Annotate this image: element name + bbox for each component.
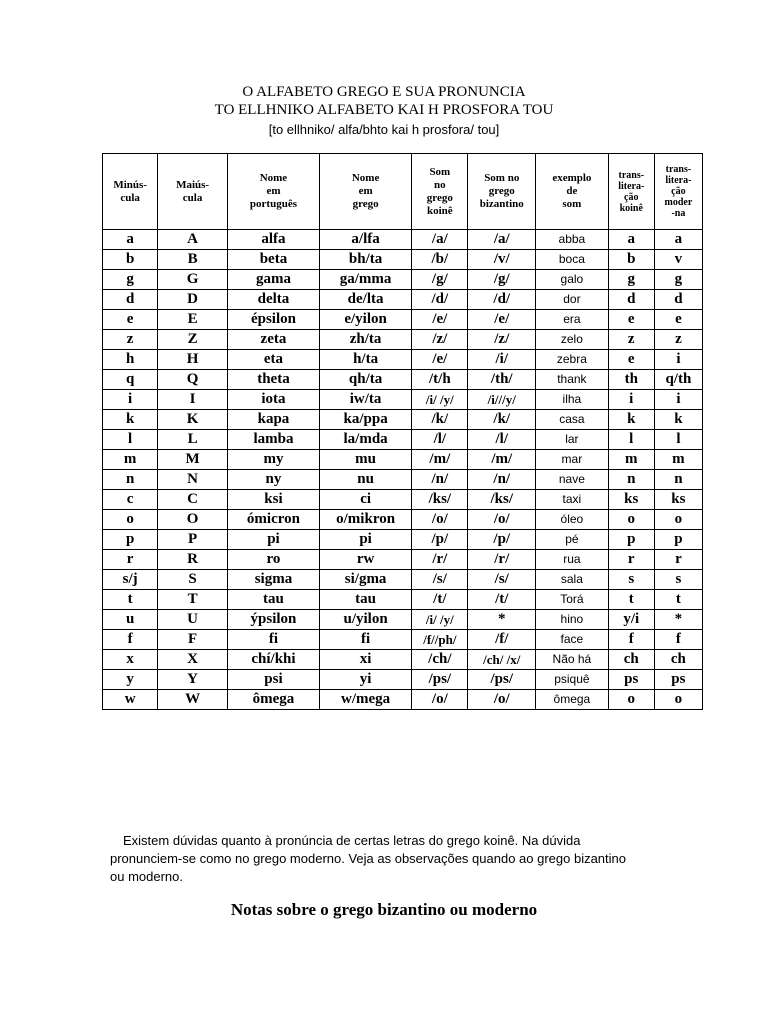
nome-portugues-cell: lamba (227, 430, 319, 450)
som-bizantino-cell: /a/ (468, 230, 536, 250)
som-koine-cell: /a/ (412, 230, 468, 250)
minuscula-cell: y (103, 670, 158, 690)
translit-koine-cell: k (608, 410, 654, 430)
translit-moderna-cell: e (654, 310, 702, 330)
table-row (103, 370, 703, 390)
translit-moderna-cell: t (654, 590, 702, 610)
nome-portugues-cell: iota (227, 390, 319, 410)
translit-koine-cell: ps (608, 670, 654, 690)
exemplo-cell: boca (536, 250, 609, 270)
table-row (103, 350, 703, 370)
translit-koine-cell: f (608, 630, 654, 650)
som-koine-cell: /z/ (412, 330, 468, 350)
som-bizantino-cell: /o/ (468, 690, 536, 710)
nome-grego-cell: de/lta (320, 290, 412, 310)
exemplo-cell: sala (536, 570, 609, 590)
nome-grego-cell: o/mikron (320, 510, 412, 530)
nome-portugues-cell: beta (227, 250, 319, 270)
som-koine-cell: /k/ (412, 410, 468, 430)
header-minuscula: Minús- cula (103, 154, 158, 230)
som-koine-cell: /l/ (412, 430, 468, 450)
minuscula-cell: t (103, 590, 158, 610)
table-row (103, 270, 703, 290)
nome-grego-cell: mu (320, 450, 412, 470)
som-bizantino-cell: /d/ (468, 290, 536, 310)
minuscula-cell: l (103, 430, 158, 450)
translit-koine-cell: s (608, 570, 654, 590)
translit-moderna-cell: s (654, 570, 702, 590)
note-paragraph: Existem dúvidas quanto à pronúncia de certas letras do grego koinê. Na dúvida pronunciem-se como no grego moderno. Veja as observações quando ao grego bizantino ou moderno. (110, 833, 627, 884)
nome-portugues-cell: tau (227, 590, 319, 610)
minuscula-cell: s/j (103, 570, 158, 590)
exemplo-cell: galo (536, 270, 609, 290)
nome-grego-cell: ci (320, 490, 412, 510)
som-bizantino-cell: /v/ (468, 250, 536, 270)
table-row (103, 410, 703, 430)
som-koine-cell: /o/ (412, 690, 468, 710)
exemplo-cell: taxi (536, 490, 609, 510)
som-bizantino-cell: * (468, 610, 536, 630)
section-heading: Notas sobre o grego bizantino ou moderno (230, 900, 538, 919)
translit-moderna-cell: i (654, 350, 702, 370)
som-koine-cell: /d/ (412, 290, 468, 310)
maiuscula-cell: Y (158, 670, 228, 690)
table-row (103, 450, 703, 470)
translit-koine-cell: a (608, 230, 654, 250)
maiuscula-cell: K (158, 410, 228, 430)
maiuscula-cell: P (158, 530, 228, 550)
som-bizantino-cell: /p/ (468, 530, 536, 550)
nome-portugues-cell: ómicron (227, 510, 319, 530)
translit-moderna-cell: i (654, 390, 702, 410)
header-nome-grego: Nome em grego (320, 154, 412, 230)
translit-moderna-cell: ps (654, 670, 702, 690)
header-maiuscula: Maiús- cula (158, 154, 228, 230)
exemplo-cell: face (536, 630, 609, 650)
maiuscula-cell: X (158, 650, 228, 670)
title-transliteration: [to ellhniko/ alfa/bhto kai h prosfora/ tou] (268, 122, 500, 137)
maiuscula-cell: D (158, 290, 228, 310)
translit-moderna-cell: p (654, 530, 702, 550)
maiuscula-cell: N (158, 470, 228, 490)
table-row (103, 310, 703, 330)
maiuscula-cell: F (158, 630, 228, 650)
som-koine-cell: /r/ (412, 550, 468, 570)
exemplo-cell: Torá (536, 590, 609, 610)
maiuscula-cell: Z (158, 330, 228, 350)
maiuscula-cell: S (158, 570, 228, 590)
header-transliteracao-moderna: trans- litera- ção moder -na (654, 154, 702, 230)
table-row (103, 250, 703, 270)
translit-moderna-cell: d (654, 290, 702, 310)
table-body (103, 230, 703, 710)
nome-portugues-cell: theta (227, 370, 319, 390)
table-row (103, 490, 703, 510)
maiuscula-cell: Q (158, 370, 228, 390)
nome-portugues-cell: sigma (227, 570, 319, 590)
exemplo-cell: abba (536, 230, 609, 250)
table-row (103, 230, 703, 250)
table-row (103, 570, 703, 590)
table-row (103, 650, 703, 670)
nome-grego-cell: w/mega (320, 690, 412, 710)
nome-portugues-cell: gama (227, 270, 319, 290)
exemplo-cell: pé (536, 530, 609, 550)
exemplo-cell: mar (536, 450, 609, 470)
minuscula-cell: x (103, 650, 158, 670)
som-koine-cell: /ch/ (412, 650, 468, 670)
header-transliteracao-koine: trans- litera- ção koinê (608, 154, 654, 230)
maiuscula-cell: G (158, 270, 228, 290)
maiuscula-cell: H (158, 350, 228, 370)
nome-grego-cell: ga/mma (320, 270, 412, 290)
nome-portugues-cell: kapa (227, 410, 319, 430)
translit-koine-cell: z (608, 330, 654, 350)
som-bizantino-cell: /r/ (468, 550, 536, 570)
table-row (103, 550, 703, 570)
minuscula-cell: u (103, 610, 158, 630)
exemplo-cell: psiquê (536, 670, 609, 690)
minuscula-cell: b (103, 250, 158, 270)
translit-moderna-cell: o (654, 510, 702, 530)
table-row (103, 690, 703, 710)
som-bizantino-cell: /th/ (468, 370, 536, 390)
translit-koine-cell: g (608, 270, 654, 290)
page-title: O ALFABETO GREGO E SUA PRONUNCIA (242, 84, 526, 100)
exemplo-cell: casa (536, 410, 609, 430)
translit-koine-cell: ch (608, 650, 654, 670)
translit-moderna-cell: f (654, 630, 702, 650)
exemplo-cell: era (536, 310, 609, 330)
nome-grego-cell: h/ta (320, 350, 412, 370)
translit-moderna-cell: a (654, 230, 702, 250)
translit-moderna-cell: n (654, 470, 702, 490)
som-bizantino-cell: /s/ (468, 570, 536, 590)
translit-moderna-cell: o (654, 690, 702, 710)
page-subtitle: TO ELLHNIKO ALFABETO KAI H PROSFORA TOU (214, 102, 554, 118)
som-bizantino-cell: /i///y/ (468, 390, 536, 410)
translit-moderna-cell: k (654, 410, 702, 430)
som-bizantino-cell: /o/ (468, 510, 536, 530)
som-bizantino-cell: /n/ (468, 470, 536, 490)
nome-grego-cell: a/lfa (320, 230, 412, 250)
som-bizantino-cell: /f/ (468, 630, 536, 650)
nome-grego-cell: fi (320, 630, 412, 650)
exemplo-cell: ilha (536, 390, 609, 410)
minuscula-cell: a (103, 230, 158, 250)
nome-grego-cell: zh/ta (320, 330, 412, 350)
som-koine-cell: /o/ (412, 510, 468, 530)
table-row (103, 510, 703, 530)
som-bizantino-cell: /t/ (468, 590, 536, 610)
minuscula-cell: c (103, 490, 158, 510)
nome-portugues-cell: eta (227, 350, 319, 370)
minuscula-cell: w (103, 690, 158, 710)
nome-grego-cell: si/gma (320, 570, 412, 590)
translit-koine-cell: m (608, 450, 654, 470)
translit-moderna-cell: z (654, 330, 702, 350)
nome-grego-cell: xi (320, 650, 412, 670)
maiuscula-cell: W (158, 690, 228, 710)
maiuscula-cell: B (158, 250, 228, 270)
translit-moderna-cell: * (654, 610, 702, 630)
nome-grego-cell: ka/ppa (320, 410, 412, 430)
translit-moderna-cell: q/th (654, 370, 702, 390)
som-bizantino-cell: /z/ (468, 330, 536, 350)
nome-portugues-cell: pi (227, 530, 319, 550)
table-row (103, 630, 703, 650)
exemplo-cell: ômega (536, 690, 609, 710)
translit-koine-cell: th (608, 370, 654, 390)
minuscula-cell: m (103, 450, 158, 470)
table-row (103, 290, 703, 310)
som-koine-cell: /e/ (412, 350, 468, 370)
table-row (103, 610, 703, 630)
translit-koine-cell: d (608, 290, 654, 310)
som-koine-cell: /g/ (412, 270, 468, 290)
nome-grego-cell: e/yilon (320, 310, 412, 330)
som-koine-cell: /s/ (412, 570, 468, 590)
maiuscula-cell: M (158, 450, 228, 470)
translit-koine-cell: t (608, 590, 654, 610)
maiuscula-cell: A (158, 230, 228, 250)
translit-koine-cell: l (608, 430, 654, 450)
som-bizantino-cell: /e/ (468, 310, 536, 330)
nome-grego-cell: pi (320, 530, 412, 550)
translit-moderna-cell: v (654, 250, 702, 270)
minuscula-cell: g (103, 270, 158, 290)
nome-grego-cell: rw (320, 550, 412, 570)
nome-grego-cell: la/mda (320, 430, 412, 450)
translit-koine-cell: b (608, 250, 654, 270)
nome-portugues-cell: fi (227, 630, 319, 650)
nome-grego-cell: bh/ta (320, 250, 412, 270)
som-koine-cell: /i/ /y/ (412, 390, 468, 410)
exemplo-cell: lar (536, 430, 609, 450)
table-header-row (103, 154, 703, 230)
maiuscula-cell: R (158, 550, 228, 570)
header-exemplo-som: exemplo de som (536, 154, 609, 230)
translit-moderna-cell: g (654, 270, 702, 290)
exemplo-cell: thank (536, 370, 609, 390)
minuscula-cell: q (103, 370, 158, 390)
exemplo-cell: nave (536, 470, 609, 490)
translit-koine-cell: o (608, 510, 654, 530)
header-nome-portugues: Nome em português (227, 154, 319, 230)
maiuscula-cell: U (158, 610, 228, 630)
nome-grego-cell: tau (320, 590, 412, 610)
translit-koine-cell: ks (608, 490, 654, 510)
table-row (103, 430, 703, 450)
som-koine-cell: /b/ (412, 250, 468, 270)
nome-portugues-cell: my (227, 450, 319, 470)
minuscula-cell: h (103, 350, 158, 370)
som-koine-cell: /t/h (412, 370, 468, 390)
exemplo-cell: óleo (536, 510, 609, 530)
nome-portugues-cell: psi (227, 670, 319, 690)
maiuscula-cell: T (158, 590, 228, 610)
nome-grego-cell: nu (320, 470, 412, 490)
som-koine-cell: /m/ (412, 450, 468, 470)
exemplo-cell: hino (536, 610, 609, 630)
som-bizantino-cell: /k/ (468, 410, 536, 430)
nome-grego-cell: u/yilon (320, 610, 412, 630)
exemplo-cell: Não há (536, 650, 609, 670)
nome-grego-cell: yi (320, 670, 412, 690)
minuscula-cell: d (103, 290, 158, 310)
minuscula-cell: e (103, 310, 158, 330)
som-bizantino-cell: /ch/ /x/ (468, 650, 536, 670)
exemplo-cell: zelo (536, 330, 609, 350)
exemplo-cell: zebra (536, 350, 609, 370)
nome-portugues-cell: chí/khi (227, 650, 319, 670)
som-koine-cell: /ks/ (412, 490, 468, 510)
som-koine-cell: /n/ (412, 470, 468, 490)
nome-grego-cell: qh/ta (320, 370, 412, 390)
nome-portugues-cell: ro (227, 550, 319, 570)
translit-koine-cell: y/i (608, 610, 654, 630)
translit-moderna-cell: l (654, 430, 702, 450)
translit-moderna-cell: r (654, 550, 702, 570)
table-row (103, 530, 703, 550)
nome-portugues-cell: ksi (227, 490, 319, 510)
translit-koine-cell: p (608, 530, 654, 550)
table-row (103, 670, 703, 690)
som-bizantino-cell: /g/ (468, 270, 536, 290)
som-bizantino-cell: /l/ (468, 430, 536, 450)
minuscula-cell: n (103, 470, 158, 490)
minuscula-cell: i (103, 390, 158, 410)
som-koine-cell: /e/ (412, 310, 468, 330)
nome-portugues-cell: zeta (227, 330, 319, 350)
minuscula-cell: r (103, 550, 158, 570)
greek-alphabet-table (102, 153, 703, 710)
nome-portugues-cell: ny (227, 470, 319, 490)
translit-koine-cell: r (608, 550, 654, 570)
translit-koine-cell: i (608, 390, 654, 410)
table-row (103, 590, 703, 610)
som-koine-cell: /p/ (412, 530, 468, 550)
nome-portugues-cell: ýpsilon (227, 610, 319, 630)
som-bizantino-cell: /m/ (468, 450, 536, 470)
minuscula-cell: z (103, 330, 158, 350)
exemplo-cell: dor (536, 290, 609, 310)
maiuscula-cell: O (158, 510, 228, 530)
translit-koine-cell: o (608, 690, 654, 710)
som-bizantino-cell: /ps/ (468, 670, 536, 690)
header-som-koine: Som no grego koinê (412, 154, 468, 230)
translit-moderna-cell: m (654, 450, 702, 470)
maiuscula-cell: L (158, 430, 228, 450)
minuscula-cell: p (103, 530, 158, 550)
nome-portugues-cell: épsilon (227, 310, 319, 330)
som-bizantino-cell: /ks/ (468, 490, 536, 510)
table-row (103, 390, 703, 410)
som-bizantino-cell: /i/ (468, 350, 536, 370)
translit-koine-cell: n (608, 470, 654, 490)
som-koine-cell: /ps/ (412, 670, 468, 690)
nome-portugues-cell: delta (227, 290, 319, 310)
nome-portugues-cell: alfa (227, 230, 319, 250)
som-koine-cell: /t/ (412, 590, 468, 610)
nome-grego-cell: iw/ta (320, 390, 412, 410)
minuscula-cell: f (103, 630, 158, 650)
table-row (103, 470, 703, 490)
exemplo-cell: rua (536, 550, 609, 570)
translit-koine-cell: e (608, 350, 654, 370)
translit-koine-cell: e (608, 310, 654, 330)
minuscula-cell: k (103, 410, 158, 430)
nome-portugues-cell: ômega (227, 690, 319, 710)
minuscula-cell: o (103, 510, 158, 530)
translit-moderna-cell: ch (654, 650, 702, 670)
som-koine-cell: /f//ph/ (412, 630, 468, 650)
maiuscula-cell: I (158, 390, 228, 410)
maiuscula-cell: E (158, 310, 228, 330)
translit-moderna-cell: ks (654, 490, 702, 510)
header-som-bizantino: Som no grego bizantino (468, 154, 536, 230)
table-row (103, 330, 703, 350)
maiuscula-cell: C (158, 490, 228, 510)
som-koine-cell: /i/ /y/ (412, 610, 468, 630)
